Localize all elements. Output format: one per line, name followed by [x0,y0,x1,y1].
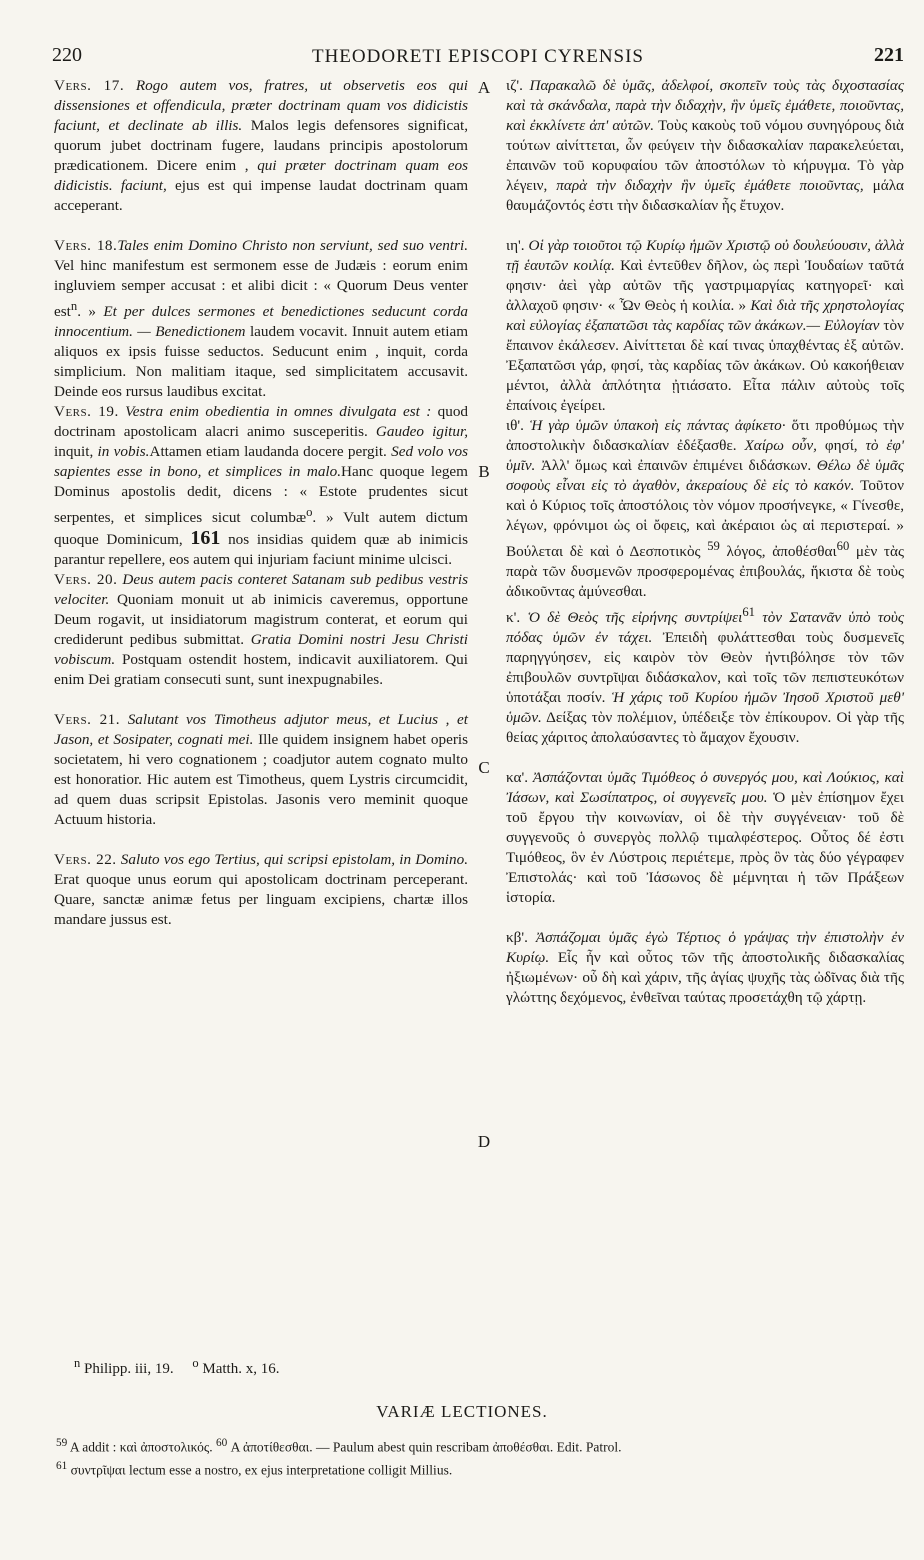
scripture-quote: Θέλω δὲ ὑμᾶς σοφοὺς εἶναι εἰς τὸ ἀγαθὸν, ἀκεραίους δὲ εἰς τὸ κακόν. [506,457,904,494]
commentary-text: inquit, [54,443,94,461]
footnote-mark-o: o [192,1356,199,1370]
footnote-mark-n: n [74,1356,81,1370]
scripture-quote: Ὁ δὲ Θεὸς τῆς εἰρήνης συντρίψει [527,609,743,627]
scripture-quote: τὸν Σατανᾶν ὑπὸ τοὺς πόδας ὑμῶν ἐν τάχει. [506,609,905,647]
commentary-text: Τοὺς κακοὺς τοῦ νόμου συνηγόρους διὰ τούτων αἰνίττεται, ὧν φεύγειν τὴν διδασκαλίαν παρακελεύεται, ἐπαινῶν τοῦ κορυφαίου τῶν ἀποστόλων τὸ κήρυγμα. Τὸ γὰρ λέγειν, [506,117,904,194]
latin-verse-21 [54,710,468,830]
verse-label: Vers. 19. [54,403,119,421]
variant-mark-59: 59 [56,1437,68,1449]
scripture-quote: Tales enim Domino Christo non serviunt, sed suo ventri. [117,237,468,254]
scripture-quote: Παρακαλῶ δὲ ὑμᾶς, ἀδελφοί, σκοπεῖν τοὺς τὰς διχοστασίας καὶ τὰ σκάνδαλα, παρὰ τὴν διδαχὴν, ἣν ὑμεῖς ἐμάθετε, ποιοῦντας, καὶ ἐκκλίνετε ἀπ' αὐτῶν. [506,77,904,134]
scripture-quote: qui præter doctrinam quam eos didicistis. faciunt, [54,157,469,194]
scripture-quote: Saluto vos ego Tertius, qui scripsi epistolam, in Domino. [120,851,468,869]
commentary-text: Δείξας τὸν πολέμιον, ὑπέδειξε τὸν ἐπίκουρον. Οἱ γὰρ τῆς θείας χάριτος ἀπολαύσαντες τὸ ἄμαχον ἔχουσιν. [506,709,904,747]
footnote-ref-o: o [306,505,313,520]
variant-mark-61: 61 [56,1459,68,1472]
latin-verse-18 [54,236,468,402]
scripture-quote: Ἡ γὰρ ὑμῶν ὑπακοὴ εἰς πάντας ἀφίκετο· [529,417,786,434]
verse-label: Vers. 17. [54,77,125,94]
variae-lectiones [56,1434,904,1479]
greek-verse-21 [506,768,904,908]
variant-text: A addit : καὶ ἀποστολικός. [69,1439,213,1455]
scripture-quote: in vobis. [97,443,150,461]
commentary-text: φησί, [824,437,858,454]
commentary-text: λόγος, ἀποθέσθαι [726,543,837,561]
greek-verse-22 [506,928,904,1008]
footnote-ref-60: 60 [836,539,850,553]
commentary-text: laudem vocavit. Innuit autem etiam aliquos ex ipsis fuisse seductos. Seducunt enim , inquit, corda simplicium. Non malitiam itaque, sed simplicitatem accusavit. Deinde eos rursus laudibus excitat. [54,323,469,401]
margin-marker-a: A [477,78,491,97]
latin-column [54,76,468,950]
verse-number: κ'. [506,609,521,627]
verse-number: κβ'. [506,929,528,947]
commentary-text: τὸν ἔπαινον ἐκάλεσεν. Αἰνίττεται δὲ καί τινας ὑπαχθέντας ἐξ αὐτῶν. Ἐξαπατῶσι γάρ, φησί, τὰς καρδίας τῶν ἀκάκων. Οὐ κακοήθειαν μέντοι, ἀλλὰ ἁπλότητα ᾐτιάσατο. Εἶτα πάλιν αὐτοὺς τοῖς ἐπαίνοις ἐγείρει. [506,317,904,414]
scripture-quote: Χαίρω οὖν, [744,437,817,454]
footnote-ref-61: 61 [742,605,755,620]
column-number: 161 [190,527,221,550]
scripture-quote: Sed volo vos sapientes esse in bono, et simplices in malo. [54,443,469,481]
verse-label: Vers. 21. [54,711,121,729]
scripture-quote: Vestra enim obedientia in omnes divulgata est : [125,403,432,421]
margin-marker-c: C [478,758,490,777]
commentary-text: μάλα θαυμάζοντός ἐστι τὴν διδασκαλίαν ἧς ἔτυχον. [506,177,905,214]
verse-number: ιθ'. [506,417,524,434]
latin-verse-20 [54,570,468,690]
scripture-quote: Deus autem pacis conteret Satanam sub pedibus vestris velociter. [54,571,468,609]
margin-marker-d: D [477,1132,491,1151]
commentary-text: Ἀλλ' ὅμως καὶ ἐπαινῶν ἐπιμένει διδάσκων. [540,457,812,474]
commentary-text: . » Vult autem dictum quoque Dominicum, [54,509,468,549]
scripture-quote: Gratia Domini nostri Jesu Christi vobiscum. [54,631,468,669]
scripture-quote: Ἀσπάζονται ὑμᾶς Τιμόθεος ὁ συνεργός μου, καὶ Λούκιος, καὶ Ἰάσων, καὶ Σωσίπατρος, οἱ συγγενεῖς μου. [506,769,904,807]
variant-text: συντρῖψαι lectum esse a nostro, ex ejus interpretatione colligit Millius. [70,1462,453,1477]
commentary-text: μὲν τὰς παρὰ τῶν δυσμενῶν προσφερομένας ἐπιβουλάς, ἥκιστα δὲ τοὺς ἀδικοῦντας ἀμύνεσθαι. [506,543,905,601]
greek-column [506,76,904,1028]
scripture-footnotes [74,1356,854,1378]
scripture-quote: Gaudeo igitur, [375,423,468,441]
variant-text: A ἀποτίθεσθαι. — Paulum abest quin rescribam ἀποθέσθαι. Edit. Patrol. [230,1439,622,1455]
scripture-quote: τὸ ἐφ' ὑμῖν. [506,437,905,474]
commentary-text: ὅτι προθύμως τὴν ἀποστολικὴν διδασκαλίαν ἐδέξασθε. [506,417,905,454]
greek-verse-20 [506,602,904,748]
commentary-text: nos insidias quidem quæ ab inimicis parantur repellere, eos autem qui injuriam faciunt minime ulcisci. [54,531,469,569]
verse-label: Vers. 22. [54,851,117,869]
verse-number: ιη'. [506,237,525,254]
scripture-quote: Ἀσπάζομαι ὑμᾶς ἐγὼ Τέρτιος ὁ γράψας τὴν ἐπιστολὴν ἐν Κυρίῳ. [506,929,904,967]
verse-label: Vers. 20. [54,571,118,589]
scripture-quote: Et per dulces sermones et benedictiones seducunt corda innocentium. — Benedictionem [54,303,469,341]
greek-verse-19 [506,416,904,602]
verse-number: κα'. [506,769,529,787]
footnote-ref-59: 59 [707,539,720,553]
latin-verse-19 [54,402,468,570]
scripture-quote: Οἱ γὰρ τοιοῦτοι τῷ Κυρίῳ ἡμῶν Χριστῷ οὐ δουλεύουσιν, ἀλλὰ τῇ ἑαυτῶν κοιλίᾳ. [506,237,905,274]
verse-number: ιζ'. [506,77,523,94]
scripture-quote: παρὰ τὴν διδαχὴν ἣν ὑμεῖς ἐμάθετε ποιοῦντας, [556,177,864,194]
greek-verse-17 [506,76,904,216]
commentary-text: Attamen etiam laudanda docere pergit. [149,443,387,461]
scripture-quote: Salutant vos Timotheus adjutor meus, et Lucius , et Jason, et Sosipater, cognati mei. [54,711,469,749]
commentary-text: Τοῦτον καὶ ὁ Κύριος τοῖς ἀποστόλοις τὸν νόμον προσήνεγκε, « Γίνεσθε, λέγων, φρόνιμοι ὡς οἱ ὄφεις, καὶ ἀκέραιοι ὡς αἱ περιστεραί. » Βούλεται δὲ καὶ ὁ Δεσποτικὸς [506,477,905,561]
scripture-quote: Καὶ διὰ τῆς χρηστολογίας καὶ εὐλογίας ἐξαπατῶσι τὰς καρδίας τῶν ἀκάκων.— [506,297,905,334]
commentary-text: Ὁ μὲν ἐπίσημον ἔχει τοῦ ἔργου τὴν κοινωνίαν, οἱ δὲ τὴν συγγένειαν· τοῦ δὲ συγγενοῦς ὁ συνεργὸς πολλῷ τιμαλφέστερος. Οὗτος δέ ἐστι Τιμόθεος, ὃν ἐν Λύστροις περιέτεμε, πρὸς ὃν τὰς δύο γέγραφεν Ἐπιστολάς· καὶ τοῦ Ἰάσωνος δὲ μέμνηται ἡ τῶν Πράξεων ἱστορία. [506,789,904,907]
latin-verse-22 [54,850,468,930]
footnote-text: Matth. x, 16. [202,1361,280,1377]
footnote-ref-n: n [70,299,78,313]
commentary-text: ejus est qui impense laudat doctrinam quam acceperant. [54,177,469,214]
latin-verse-17 [54,76,468,216]
scripture-quote: Εὐλογίαν [824,317,880,334]
verse-label: Vers. 18. [54,237,118,254]
commentary-text: . » [77,303,96,321]
variae-lectiones-title: VARIÆ LECTIONES. [376,1402,548,1421]
commentary-text: Vel hinc manifestum est sermonem esse de Judæis : eorum enim ingluviem semper accusat : et alibi dicit : « Quorum Deus venter est [54,257,468,321]
commentary-text: Ἐπειδὴ φυλάττεσθαι τοὺς δυσμενεῖς παρηγγύησεν, εἰς καιρὸν τὸν Θεὸν ἠντιβόλησε τὸν τῶν ἐπιβουλῶν συντρῖψαι διδάσκαλον, καὶ τοῖς τῶν πεπιστευκότων ὑποτάξαι ποσίν. [506,629,905,707]
commentary-text: quod doctrinam apostolicam alacri animo susceperitis. [54,403,468,441]
scripture-quote: Ἡ χάρις τοῦ Κυρίου ἡμῶν Ἰησοῦ Χριστοῦ μεθ' ὑμῶν. [506,689,905,727]
running-title: THEODORETI EPISCOPI CYRENSIS [311,46,645,67]
commentary-text: Malos legis defensores significat, quorum jubet doctrinam fugere, laudans principis apostolorum prædicationem. Dicere enim , [54,117,469,174]
commentary-text: Quoniam monuit ut ab inimicis caveremus, opportune Deum rogavit, ut insidiatorum magistrum conterat, et eorum qui crediderunt pedibus submittat. [54,591,469,649]
commentary-text: Erat quoque unus eorum qui apostolicam doctrinam perceperant. Quare, sanctæ animæ fetus per linguam excipiens, chartæ illos mandare jussus est. [54,871,468,929]
margin-marker-b: B [478,462,490,481]
page-header [52,44,904,72]
scripture-quote: Rogo autem vos, fratres, ut observetis eos qui dissensiones et offendicula, præter doctrinam quam vos didicistis faciunt, et declinate ab illis. [54,77,468,134]
variant-mark-60: 60 [216,1437,228,1449]
greek-verse-18 [506,236,904,416]
commentary-text: Hanc quoque legem Dominus apostolis dedit, dicens : « Estote prudentes sicut serpentes, et simplices sicut columbæ [54,463,468,527]
page-number-right: 221 [874,44,904,66]
page-number-left: 220 [52,44,82,66]
commentary-text: Postquam ostendit hostem, indicavit auxiliatorem. Qui enim Dei gratiam consecuti sunt, sunt inexpugnabiles. [54,651,468,689]
commentary-text: Ille quidem insignem habet operis societatem, hi vero cognationem ; coadjutor autem cognato multo est honoratior. Hic autem est Timotheus, quem Lystris circumcidit, ad quem duas scripsit Epistolas. Jasonis vero meminit quoque Actuum historia. [54,731,469,829]
footnote-text: Philipp. iii, 19. [84,1361,174,1377]
commentary-text: Εἷς ἦν καὶ οὗτος τῶν τῆς ἀποστολικῆς διδασκαλίας ἠξιωμένων· οὗ δὴ καὶ χάριν, τῆς ἁγίας ψυχῆς τὰς ὠδῖνας διὰ τῆς γλώττης δεχόμενος, ἐνθεῖναι ταύτας προσετάχθη τῷ χάρτῃ. [506,949,904,1007]
commentary-text: Καὶ ἐντεῦθεν δῆλον, ὡς περὶ Ἰουδαίων ταῦτά φησιν· ἀεὶ γὰρ αὐτῶν τῆς γαστριμαργίας κατηγορεῖ· καὶ ἀλλαχοῦ φησιν· « Ὧν Θεὸς ἡ κοιλία. » [506,257,904,314]
